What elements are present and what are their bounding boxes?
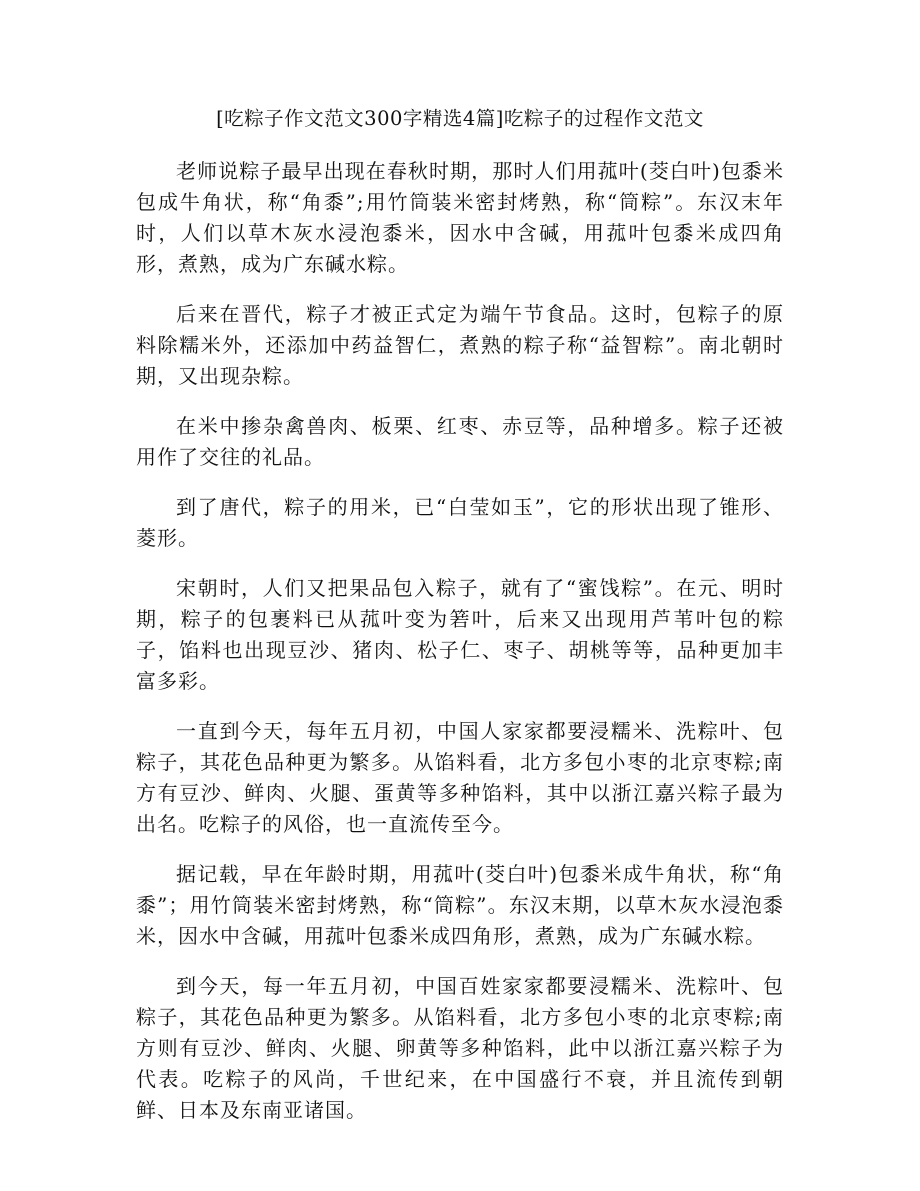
document-title: [吃粽子作文范文300字精选4篇]吃粽子的过程作文范文	[216, 107, 704, 130]
paragraph-2: 后来在晋代，粽子才被正式定为端午节食品。这时，包粽子的原料除糯米外，还添加中药益智仁，煮熟的粽子称“益智粽”。南北朝时期，又出现杂粽。	[136, 302, 784, 388]
paragraph-5: 宋朝时，人们又把果品包入粽子，就有了“蜜饯粽”。在元、明时期，粽子的包裹料已从菰叶变为箬叶，后来又出现用芦苇叶包的粽子，馅料也出现豆沙、猪肉、松子仁、枣子、胡桃等等，品种更加丰富多彩。	[136, 576, 784, 693]
paragraph-8: 到今天，每一年五月初，中国百姓家家都要浸糯米、洗粽叶、包粽子，其花色品种更为繁多。从馅料看，北方多包小枣的北京枣粽;南方则有豆沙、鲜肉、火腿、卵黄等多种馅料，此中以浙江嘉兴粽子为代表。吃粽子的风尚，千世纪来，在中国盛行不衰，并且流传到朝鲜、日本及东南亚诸国。	[136, 974, 784, 1122]
paragraph-4: 到了唐代，粽子的用米，已“白莹如玉”，它的形状出现了锥形、菱形。	[136, 495, 784, 550]
paragraph-1: 老师说粽子最早出现在春秋时期，那时人们用菰叶(茭白叶)包黍米包成牛角状，称“角黍”;用竹筒装米密封烤熟，称“筒粽”。东汉末年时，人们以草木灰水浸泡黍米，因水中含碱，用菰叶包黍米成四角形，煮熟，成为广东碱水粽。	[136, 159, 784, 276]
paragraph-3: 在米中掺杂禽兽肉、板栗、红枣、赤豆等，品种增多。粽子还被用作了交往的礼品。	[136, 414, 784, 469]
paragraph-6: 一直到今天，每年五月初，中国人家家都要浸糯米、洗粽叶、包粽子，其花色品种更为繁多。从馅料看，北方多包小枣的北京枣粽;南方有豆沙、鲜肉、火腿、蛋黄等多种馅料，其中以浙江嘉兴粽子最为出名。吃粽子的风俗，也一直流传至今。	[136, 719, 784, 836]
paragraph-7: 据记载，早在年龄时期，用菰叶(茭白叶)包黍米成牛角状，称“角黍”；用竹筒装米密封烤熟，称“筒粽”。东汉末期，以草木灰水浸泡黍米，因水中含碱，用菰叶包黍米成四角形，煮熟，成为广东碱水粽。	[136, 862, 784, 948]
